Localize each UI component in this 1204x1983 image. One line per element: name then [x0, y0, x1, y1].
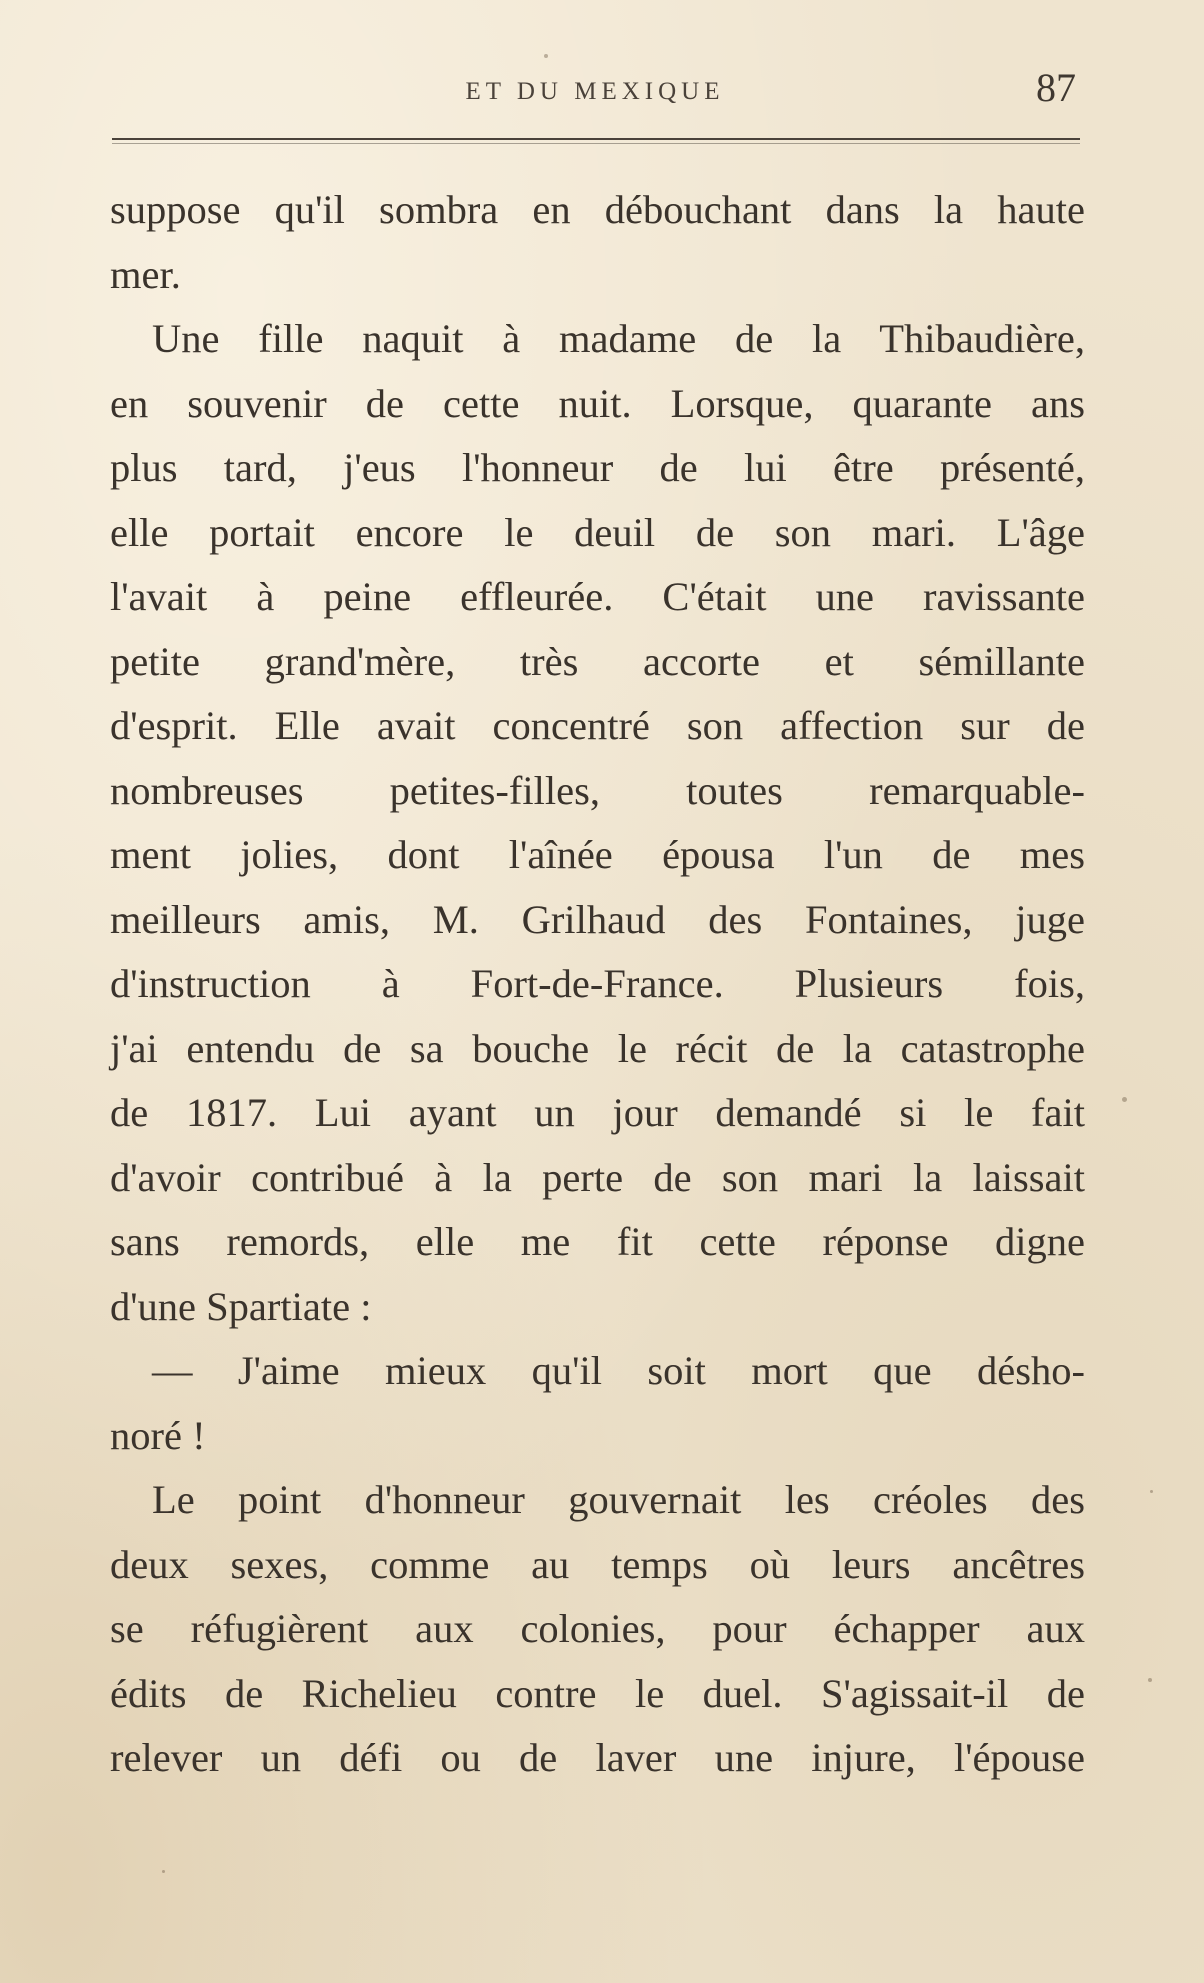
paper-speck — [1148, 1678, 1152, 1682]
text-line: noré ! — [110, 1412, 206, 1458]
paper-speck — [544, 54, 548, 58]
text-line: de 1817. Lui ayant un jour demandé si le fait — [110, 1090, 1085, 1135]
text-line: elle portait encore le deuil de son mari. L'âge — [110, 509, 1085, 555]
header-rule-shadow — [112, 143, 1080, 144]
page-number: 87 — [1036, 65, 1076, 110]
paper-speck — [1150, 1490, 1153, 1493]
text-line: meilleurs amis, M. Grilhaud des Fontaines, juge — [110, 896, 1085, 942]
text-line: en souvenir de cette nuit. Lorsque, quarante ans — [110, 380, 1085, 426]
text-line: d'esprit. Elle avait concentré son affection sur de — [110, 703, 1085, 748]
header-rule — [112, 138, 1080, 140]
page-header — [110, 64, 1080, 114]
text-line: suppose qu'il sombra en débouchant dans la haute — [110, 187, 1085, 232]
text-line: deux sexes, comme au temps où leurs ancêtres — [110, 1541, 1085, 1587]
text-line: d'une Spartiate : — [110, 1283, 372, 1329]
text-line: j'ai entendu de sa bouche le récit de la catastrophe — [110, 1025, 1085, 1071]
text-line: édits de Richelieu contre le duel. S'agissait-il de — [110, 1670, 1085, 1716]
text-line: l'avait à peine effleurée. C'était une ravissante — [110, 574, 1085, 619]
running-head: ET DU MEXIQUE — [465, 78, 725, 105]
text-line: mer. — [110, 251, 181, 297]
text-line: petite grand'mère, très accorte et sémillante — [110, 638, 1085, 684]
body-text — [110, 178, 1085, 1791]
text-line: relever un défi ou de laver une injure, l'épouse — [110, 1735, 1085, 1780]
text-line: nombreuses petites-filles, toutes remarquable- — [110, 767, 1085, 813]
text-line: d'instruction à Fort-de-France. Plusieurs fois, — [110, 961, 1085, 1006]
text-line: plus tard, j'eus l'honneur de lui être présenté, — [110, 445, 1085, 490]
text-line: se réfugièrent aux colonies, pour échapper aux — [110, 1606, 1085, 1651]
paper-speck — [162, 1870, 165, 1873]
text-line: sans remords, elle me fit cette réponse digne — [110, 1219, 1085, 1264]
text-line: ment jolies, dont l'aînée épousa l'un de mes — [110, 832, 1085, 877]
paper-speck — [1122, 1097, 1127, 1102]
text-line: — J'aime mieux qu'il soit mort que désho- — [152, 1348, 1085, 1393]
text-line: Une fille naquit à madame de la Thibaudière, — [152, 316, 1085, 361]
text-line: d'avoir contribué à la perte de son mari la laissait — [110, 1154, 1085, 1200]
text-line: Le point d'honneur gouvernait les créoles des — [152, 1477, 1085, 1522]
